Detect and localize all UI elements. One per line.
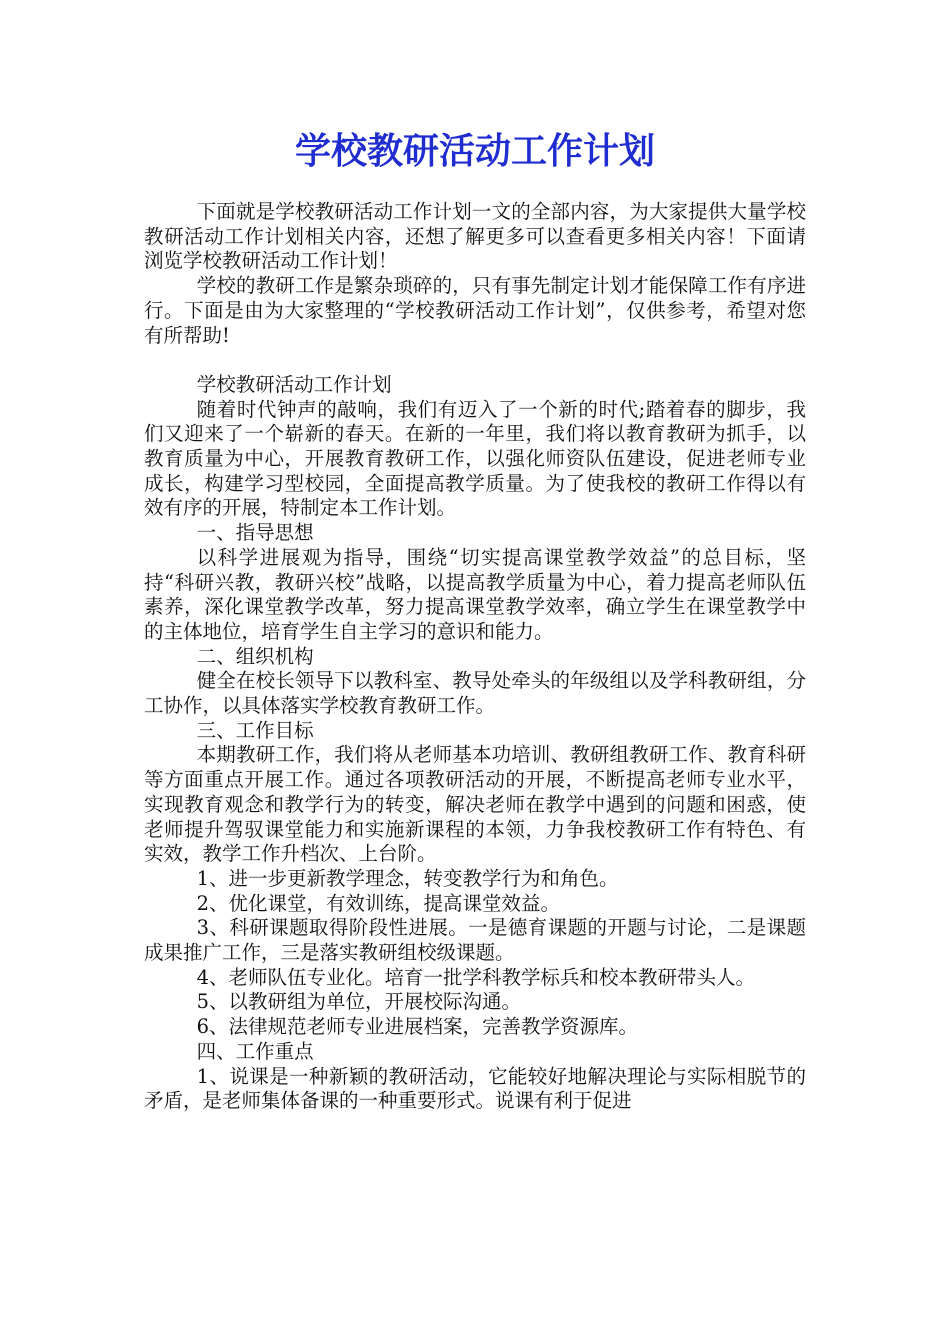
list-item: 3、科研课题取得阶段性进展。一是德育课题的开题与讨论，二是课题成果推广工作，三是落实教研组校级课题。 bbox=[144, 916, 806, 965]
list-item: 5、以教研组为单位，开展校际沟通。 bbox=[196, 990, 522, 1014]
intro-paragraph: 下面就是学校教研活动工作计划一文的全部内容，为大家提供大量学校教研活动工作计划相关内容，还想了解更多可以查看更多相关内容！下面请浏览学校教研活动工作计划！ bbox=[144, 200, 806, 273]
body-paragraph: 本期教研工作，我们将从老师基本功培训、教研组教研工作、教育科研等方面重点开展工作。通过各项教研活动的开展，不断提高老师专业水平，实现教育观念和教学行为的转变，解决老师在教学中遇到的问题和困惑，使老师提升驾驭课堂能力和实施新课程的本领，力争我校教研工作有特色、有实效，教学工作升档次、上台阶。 bbox=[144, 743, 806, 866]
intro-paragraph: 学校的教研工作是繁杂琐碎的，只有事先制定计划才能保障工作有序进行。下面是由为大家整理的“学校教研活动工作计划”，仅供参考，希望对您有所帮助! bbox=[144, 274, 806, 347]
list-item: 2、优化课堂，有效训练，提高课堂效益。 bbox=[196, 891, 561, 915]
document-body bbox=[144, 200, 806, 1114]
body-paragraph: 随着时代钟声的敲响，我们有迈入了一个新的时代;踏着春的脚步，我们又迎来了一个崭新的春天。在新的一年里，我们将以教育教研为抓手，以教育质量为中心，开展教育教研工作，以强化师资队伍建设，促进老师专业成长，构建学习型校园，全面提高教学质量。为了使我校的教研工作得以有效有序的开展，特制定本工作计划。 bbox=[144, 397, 806, 520]
body-paragraph: 健全在校长领导下以教科室、教导处牵头的年级组以及学科教研组，分工协作，以具体落实学校教育教研工作。 bbox=[144, 669, 806, 718]
section-heading: 一、指导思想 bbox=[196, 521, 314, 545]
document-title: 学校教研活动工作计划 bbox=[294, 130, 655, 172]
body-paragraph: 1、说课是一种新颖的教研活动，它能较好地解决理论与实际相脱节的矛盾，是老师集体备课的一种重要形式。说课有利于促进 bbox=[144, 1064, 806, 1113]
body-paragraph: 以科学进展观为指导，围绕“切实提高课堂教学效益”的总目标，坚持“科研兴教，教研兴校”战略，以提高教学质量为中心，着力提高老师队伍素养，深化课堂教学改革，努力提高课堂教学效率，确立学生在课堂教学中的主体地位，培育学生自主学习的意识和能力。 bbox=[144, 545, 806, 643]
section-heading: 二、组织机构 bbox=[196, 644, 314, 668]
list-item: 4、老师队伍专业化。培育一批学科教学标兵和校本教研带头人。 bbox=[196, 965, 756, 989]
section-heading: 三、工作目标 bbox=[196, 718, 314, 742]
list-item: 6、法律规范老师专业进展档案，完善教学资源库。 bbox=[196, 1015, 639, 1039]
section-heading: 四、工作重点 bbox=[196, 1039, 314, 1063]
section-heading: 学校教研活动工作计划 bbox=[196, 372, 392, 396]
list-item: 1、进一步更新教学理念，转变教学行为和角色。 bbox=[196, 866, 619, 890]
